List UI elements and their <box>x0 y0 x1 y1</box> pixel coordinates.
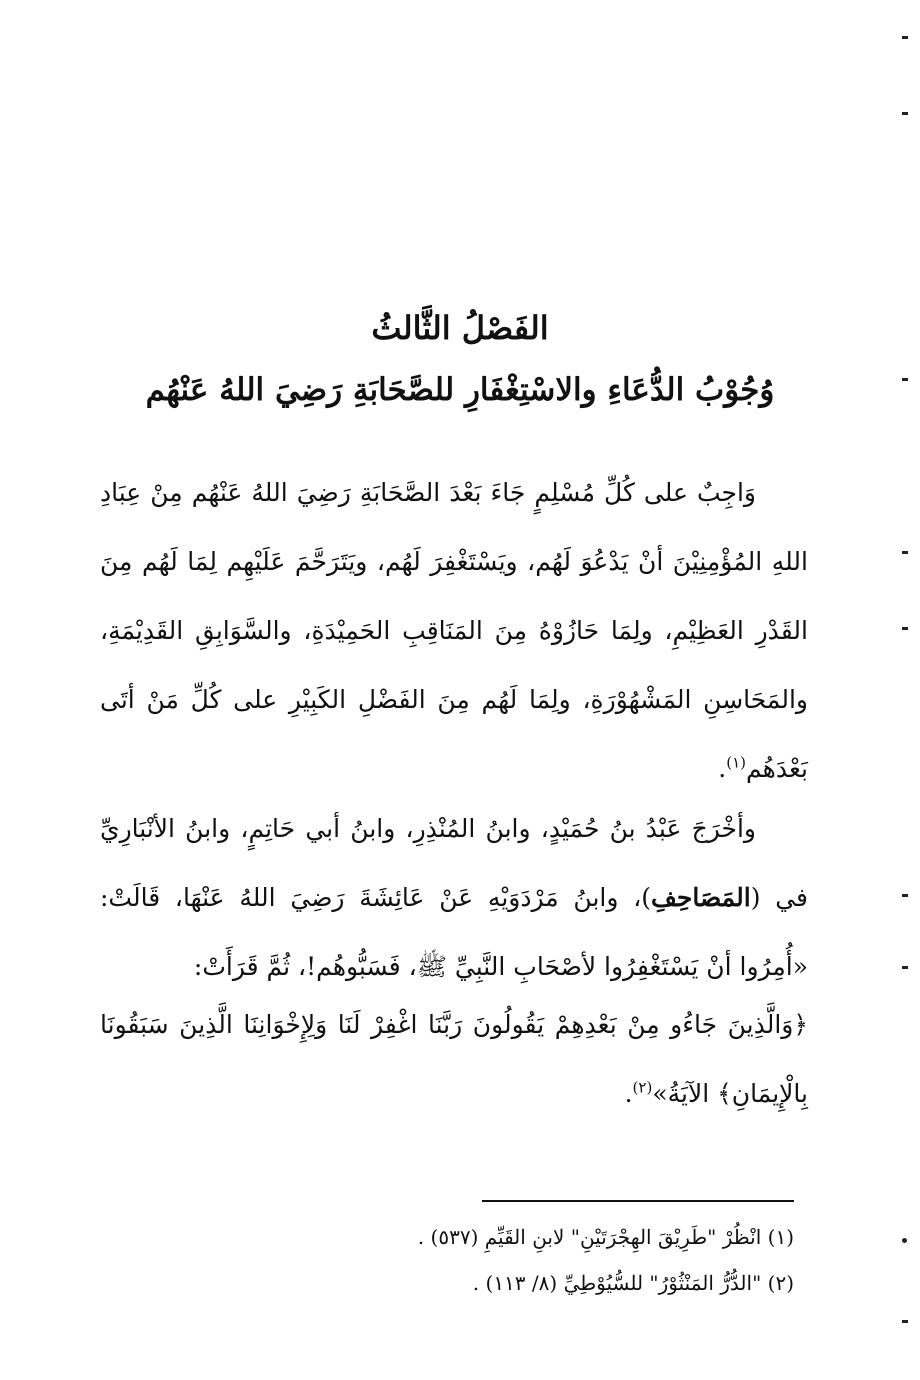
footnote-ref-2[interactable]: (٢) <box>632 1078 653 1097</box>
paragraph-2 <box>100 794 808 1001</box>
chapter-title: الفَصْلُ الثَّالثُ <box>371 309 549 347</box>
paragraph-2-text-start: وأخْرَجَ عَبْدُ بنُ حُمَيْدٍ، وابنُ المُنْذِرِ، وابنُ أبي حَاتِمٍ، وابنُ الأنْبَارِيِّ في ( <box>100 814 808 912</box>
margin-mark <box>902 894 908 897</box>
margin-mark <box>902 1320 908 1323</box>
paragraph-1-end: . <box>718 754 727 783</box>
paragraph-1 <box>100 458 808 803</box>
footnote-2: (٢) "الدُّرُّ المَنْثُوْرُ" للسُّيُوْطِيِّ (٨/ ١١٣) . <box>472 1271 794 1295</box>
book-title: المَصَاحِفِ <box>651 883 751 912</box>
margin-mark <box>902 36 908 39</box>
paragraph-3-end: . <box>624 1079 633 1108</box>
margin-mark <box>902 112 908 115</box>
paragraph-2-text-end: )، وابنُ مَرْدَوَيْهِ عَنْ عَائِشَةَ رَضِيَ اللهُ عَنْهَا، قَالَتْ: «أُمِرُوا أنْ يَسْتَغْفِرُوا لأصْحَابِ النَّبِيِّ ﷺ، فَسَبُّوهُم!، ثُمَّ قَرَأَتْ: <box>100 883 808 981</box>
margin-mark <box>902 378 908 381</box>
footnotes <box>300 1214 794 1306</box>
margin-mark <box>902 551 908 554</box>
quran-verse: ﴿وَالَّذِينَ جَاءُو مِنْ بَعْدِهِمْ يَقُولُونَ رَبَّنَا اغْفِرْ لَنَا وَلِإِخْوَانِنَا الَّذِينَ سَبَقُونَا بِالْإِيمَانِ﴾ <box>100 1010 808 1108</box>
paragraph-3-after: الآيَةُ» <box>652 1079 718 1108</box>
paragraph-1-text: وَاجِبٌ على كُلِّ مُسْلِمٍ جَاءَ بَعْدَ الصَّحَابَةِ رَضِيَ اللهُ عَنْهُم مِنْ عِبَادِ اللهِ المُؤْمِنِيْنَ أنْ يَدْعُوَ لَهُم، ويَسْتَغْفِرَ لَهُم، ويَتَرَحَّمَ عَلَيْهِم لِمَا لَهُم مِنَ القَدْرِ العَظِيْمِ، ولِمَا حَازُوْهُ مِنَ المَنَاقِبِ الحَمِيْدَةِ، والسَّوَابِقِ القَدِيْمَةِ، والمَحَاسِنِ المَشْهُوْرَةِ، ولِمَا لَهُم مِنَ الفَضْلِ الكَبِيْرِ على كُلِّ مَنْ أتَى بَعْدَهُم <box>100 478 808 783</box>
footnote-divider <box>482 1200 794 1202</box>
footnote-ref-1[interactable]: (١) <box>726 753 747 772</box>
margin-mark <box>902 966 908 969</box>
margin-dot <box>902 1238 907 1243</box>
footnote-1: (١) انْظُرْ "طَرِيْقَ الهِجْرَتَيْنِ" لابنِ القَيِّمِ (٥٣٧) . <box>417 1225 794 1249</box>
paragraph-3 <box>100 990 808 1128</box>
margin-mark <box>902 627 908 630</box>
chapter-subtitle: وُجُوْبُ الدُّعَاءِ والاسْتِغْفَارِ للصَّحَابَةِ رَضِيَ اللهُ عَنْهُم <box>145 372 775 408</box>
